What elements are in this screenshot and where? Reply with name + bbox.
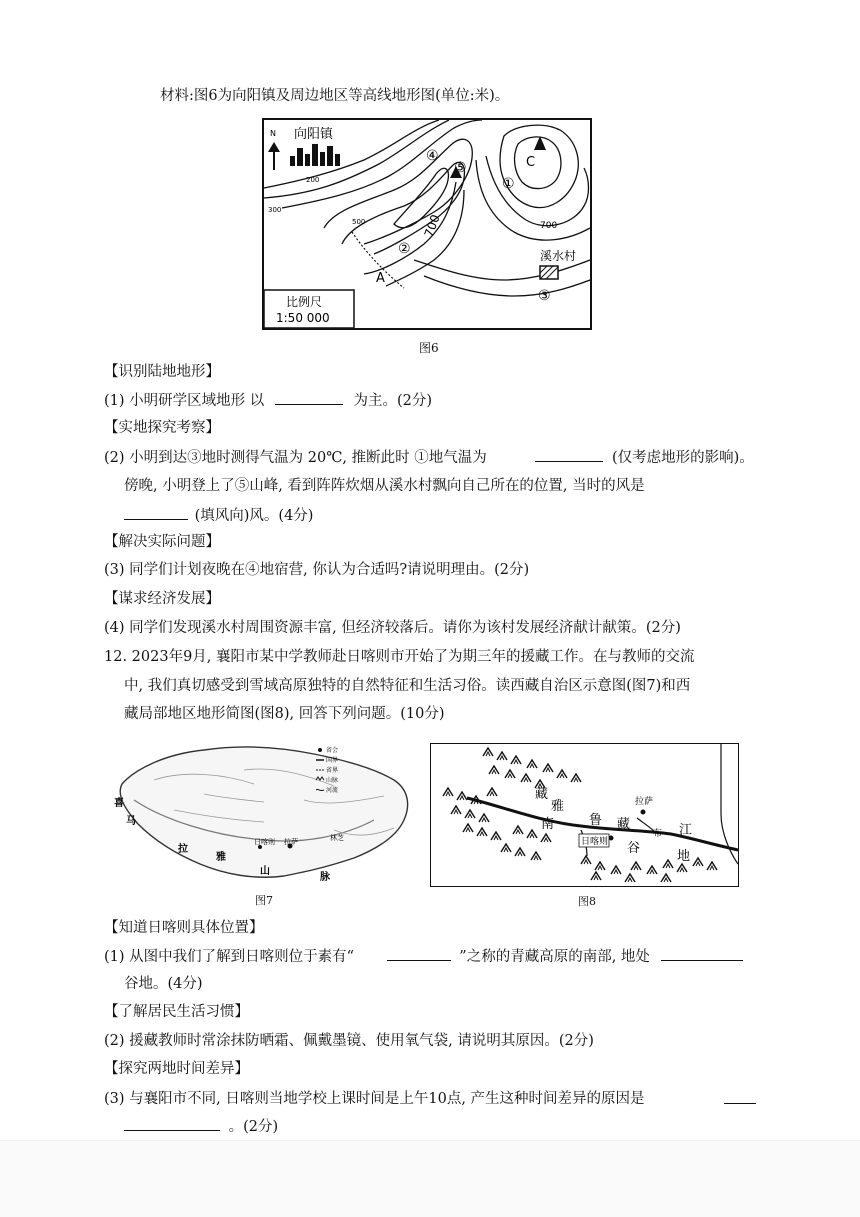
section-identify-landform: 【识别陆地地形】 (104, 364, 220, 380)
question-2-text-a: (2) 小明到达③地时测得气温为 20℃, 推断此时 ①地气温为 (104, 450, 487, 466)
svg-text:河流: 河流 (326, 787, 339, 794)
label-lu: 鲁 (589, 813, 603, 828)
question-1-text-a: (1) 小明研学区域地形 以 (104, 393, 265, 409)
answer-blank-12-3a[interactable] (724, 1089, 756, 1104)
question-2-line-2: 傍晚, 小明登上了⑤山峰, 看到阵阵炊烟从溪水村飘向自己所在的位置, 当时的风是 (124, 478, 645, 494)
figure-8-terrain-map (430, 743, 739, 887)
figure-6-caption: 图6 (419, 341, 439, 355)
label-ya: 雅 (551, 799, 565, 814)
figure-6-contour-map (262, 118, 592, 330)
label-linzhi: 林芝 (330, 834, 344, 842)
answer-blank-12-3b[interactable] (124, 1116, 220, 1131)
contour-300: 300 (268, 206, 282, 214)
contour-700-right: 700 (540, 221, 558, 231)
question-3: (3) 同学们计划夜晚在④地宿营, 你认为合适吗?请说明理由。(2分) (104, 562, 530, 578)
figure-8-caption: 图8 (578, 895, 596, 908)
question-12-3-text-b: 。(2分) (228, 1119, 279, 1135)
label-la: 拉 (178, 844, 188, 855)
label-rikaze: 日喀则 (581, 837, 609, 847)
section-living-habits: 【了解居民生活习惯】 (104, 1004, 249, 1020)
question-2-text-c: (填风向)风。(4分) (194, 508, 314, 524)
section-know-location: 【知道日喀则具体位置】 (104, 920, 264, 936)
question-1 (104, 390, 432, 411)
scale-value: 1:50 000 (276, 311, 330, 325)
question-12-1-line-1 (104, 946, 743, 967)
question-2-line-1 (104, 447, 754, 468)
contour-700-mid: 700 (421, 212, 443, 240)
point-c-label: C (526, 155, 536, 170)
scale-box (264, 290, 354, 328)
label-mai: 脉 (320, 872, 330, 883)
label-rikaze: 日喀则 (254, 838, 275, 846)
section-solve-problem: 【解决实际问题】 (104, 534, 220, 550)
question-12-3-line-1: (3) 与襄阳市不同, 日喀则当地学校上课时间是上午10点, 产生这种时间差异的原因是 (104, 1091, 645, 1107)
answer-blank-2b[interactable] (124, 505, 188, 520)
question-2-text-b: (仅考虑地形的影响)。 (611, 450, 754, 466)
material-text: 材料:图6为向阳镇及周边地区等高线地形图(单位:米)。 (160, 88, 510, 104)
label-zang: 藏 (535, 787, 549, 802)
point-a-label: A (376, 271, 385, 286)
question-12-2: (2) 援藏教师时常涂抹防晒霜、佩戴墨镜、使用氧气袋, 请说明其原因。(2分) (104, 1033, 594, 1049)
mountain-symbols (443, 748, 717, 882)
question-2-line-3 (124, 505, 313, 526)
lhasa-dot-icon (641, 810, 646, 815)
figure-7-tibet-map (104, 740, 416, 890)
question-12-line-2: 中, 我们真切感受到雪域高原独特的自然特征和生活习俗。读西藏自治区示意图(图7)和西 (124, 678, 691, 694)
point-3-label: ③ (538, 288, 551, 304)
town-label: 向阳镇 (294, 127, 334, 142)
north-label: N (270, 129, 276, 138)
svg-text:国界: 国界 (326, 757, 339, 764)
point-1-label: ① (502, 176, 515, 192)
page-footer-area (0, 1140, 860, 1217)
section-time-difference: 【探究两地时间差异】 (104, 1061, 249, 1077)
question-1-text-b: 为主。(2分) (353, 393, 433, 409)
point-4-label: ④ (426, 148, 439, 164)
question-12-line-1: 12. 2023年9月, 襄阳市某中学教师赴日喀则市开始了为期三年的援藏工作。在与教师的交流 (104, 649, 695, 665)
village-label: 溪水村 (540, 249, 577, 263)
label-jiang: 江 (679, 823, 693, 838)
village-icon (540, 266, 558, 279)
label-gu: 谷 (627, 841, 641, 856)
label-zang2: 藏 (617, 817, 631, 832)
svg-text:省会: 省会 (326, 747, 339, 754)
answer-blank-12-1a[interactable] (387, 946, 451, 961)
question-12-1-line-2: 谷地。(4分) (124, 976, 203, 992)
north-arrow-icon (268, 129, 280, 170)
scale-title: 比例尺 (286, 295, 323, 309)
label-ma: 马 (126, 816, 136, 827)
label-lhasa: 拉萨 (284, 838, 298, 846)
answer-blank-1[interactable] (275, 390, 343, 405)
point-5-label: ⑤ (454, 160, 467, 176)
town-icon (290, 144, 340, 166)
question-12-3-line-2 (124, 1116, 278, 1137)
point-2-label: ② (398, 241, 411, 257)
section-economy: 【谋求经济发展】 (104, 591, 220, 607)
figure-7-caption: 图7 (255, 894, 273, 907)
answer-blank-2a[interactable] (535, 447, 603, 462)
label-nan: 南 (541, 817, 555, 832)
label-lhasa: 拉萨 (635, 797, 654, 807)
answer-blank-12-1b[interactable] (661, 946, 743, 961)
label-ya: 雅 (216, 852, 226, 863)
question-12-1-text-b: ”之称的青藏高原的南部, 地处 (459, 949, 650, 965)
section-field-survey: 【实地探究考察】 (104, 420, 220, 436)
contour-500: 500 (352, 218, 366, 226)
svg-text:省界: 省界 (326, 767, 339, 774)
svg-text:山脉: 山脉 (326, 777, 339, 784)
question-12-1-text-a: (1) 从图中我们了解到日喀则位于素有“ (104, 949, 355, 965)
question-12-line-3: 藏局部地区地形简图(图8), 回答下列问题。(10分) (124, 706, 445, 722)
contour-200: 200 (306, 176, 320, 184)
question-4: (4) 同学们发现溪水村周围资源丰富, 但经济较落后。请你为该村发展经济献计献策。(2分) (104, 620, 681, 636)
tibet-outline (120, 747, 407, 877)
label-xi: 喜 (114, 798, 124, 809)
label-bu: 布 (653, 829, 663, 839)
label-shan: 山 (260, 866, 270, 877)
label-di: 地 (677, 849, 691, 864)
